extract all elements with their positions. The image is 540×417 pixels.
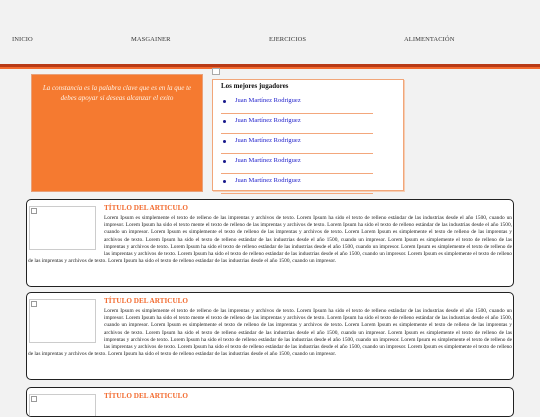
bullet-icon xyxy=(223,140,226,143)
list-item xyxy=(221,134,373,154)
article-card xyxy=(26,387,514,417)
players-list xyxy=(213,94,405,194)
article-title[interactable]: TÍTULO DEL ARTICULO xyxy=(104,204,189,212)
article-body: Lorem Ipsum es simplemente el texto de relleno de las imprentas y archivos de texto. Lorem Ipsum ha sido el texto de relleno estándar de las industrias desde el año 1500, cuando un impresor. Lorem Ipsum ha sido el texto mente el texto de relleno de las imprentas y archivos de texto. Lorem Ipsum ha sido el texto de relleno estándar de las industrias desde el año 1500, cuando un impresor. Lorem Ipsum es simplemente el texto de relleno de las imprentas y archivos de texto. Lorem Lorem Ipsum es simplemente el texto de relleno de las imprentas y archivos de texto. Lorem Ipsum ha sido el texto de relleno estándar de las industrias desde el año 1500, cuando un impresor. Lorem Ipsum es simplemente el texto de relleno de las imprentas y archivos de texto. Lorem Ipsum ha sido el texto de relleno estándar de las industrias desde el año 1500, cuando un impresor. Lorem Ipsum es simplemente el texto de relleno de las imprentas y archivos de texto. Lorem Ipsum ha sido el texto de relleno estándar de las industrias desde el año 1500, cuando un impresor. Lorem Ipsum es simplemente el texto de relleno de las imprentas y archivos de texto. Lorem Ipsum ha sido el texto de relleno estándar de las industrias desde el año 1500, cuando un impresor. xyxy=(28,215,512,265)
player-link[interactable]: Juan Martínez Rodriguez xyxy=(235,137,301,144)
list-item xyxy=(221,174,373,194)
list-item xyxy=(221,94,373,114)
player-link[interactable]: Juan Martínez Rodriguez xyxy=(235,97,301,104)
nav-item-ejercicios[interactable]: EJERCICIOS xyxy=(269,36,307,43)
article-card xyxy=(26,199,514,287)
player-link[interactable]: Juan Martínez Rodriguez xyxy=(235,117,301,124)
player-link[interactable]: Juan Martínez Rodriguez xyxy=(235,177,301,184)
bullet-icon xyxy=(223,120,226,123)
article-title[interactable]: TÍTULO DEL ARTICULO xyxy=(104,392,189,400)
article-image xyxy=(29,299,96,343)
article-title[interactable]: TÍTULO DEL ARTICULO xyxy=(104,297,189,305)
header-divider-accent xyxy=(0,67,540,69)
nav-item-masgainer[interactable]: MASGAINER xyxy=(131,36,171,43)
article-card xyxy=(26,292,514,380)
list-item xyxy=(221,154,373,174)
players-title: Los mejores jugadores xyxy=(221,82,289,90)
nav-item-inicio[interactable]: INICIO xyxy=(12,36,33,43)
bullet-icon xyxy=(223,180,226,183)
players-panel xyxy=(212,79,404,191)
article-image xyxy=(29,206,96,250)
quote-box xyxy=(31,74,203,192)
article-body: Lorem Ipsum es simplemente el texto de relleno de las imprentas y archivos de texto. Lorem Ipsum ha sido el texto de relleno estándar de las industrias desde el año 1500, cuando un impresor. Lorem Ipsum ha sido el texto mente el texto de relleno de las imprentas y archivos de texto. Lorem Ipsum ha sido el texto de relleno estándar de las industrias desde el año 1500, cuando un impresor. Lorem Ipsum es simplemente el texto de relleno de las imprentas y archivos de texto. Lorem Lorem Ipsum es simplemente el texto de relleno de las imprentas y archivos de texto. Lorem Ipsum ha sido el texto de relleno estándar de las industrias desde el año 1500, cuando un impresor. Lorem Ipsum es simplemente el texto de relleno de las imprentas y archivos de texto. Lorem Ipsum ha sido el texto de relleno estándar de las industrias desde el año 1500, cuando un impresor. Lorem Ipsum es simplemente el texto de relleno de las imprentas y archivos de texto. Lorem Ipsum ha sido el texto de relleno estándar de las industrias desde el año 1500, cuando un impresor. Lorem Ipsum es simplemente el texto de relleno de las imprentas y archivos de texto. Lorem Ipsum ha sido el texto de relleno estándar de las industrias desde el año 1500, cuando un impresor. xyxy=(28,308,512,358)
article-image xyxy=(29,394,96,417)
broken-image-icon xyxy=(212,68,220,75)
bullet-icon xyxy=(223,100,226,103)
bullet-icon xyxy=(223,160,226,163)
top-navigation xyxy=(0,0,540,64)
player-link[interactable]: Juan Martínez Rodriguez xyxy=(235,157,301,164)
quote-text: La constancia es la palabra clave que es en la que te debes apoyar si deseas alcanzar el exito xyxy=(42,84,192,102)
list-item xyxy=(221,114,373,134)
nav-item-alimentacion[interactable]: ALIMENTACIÓN xyxy=(404,36,455,43)
